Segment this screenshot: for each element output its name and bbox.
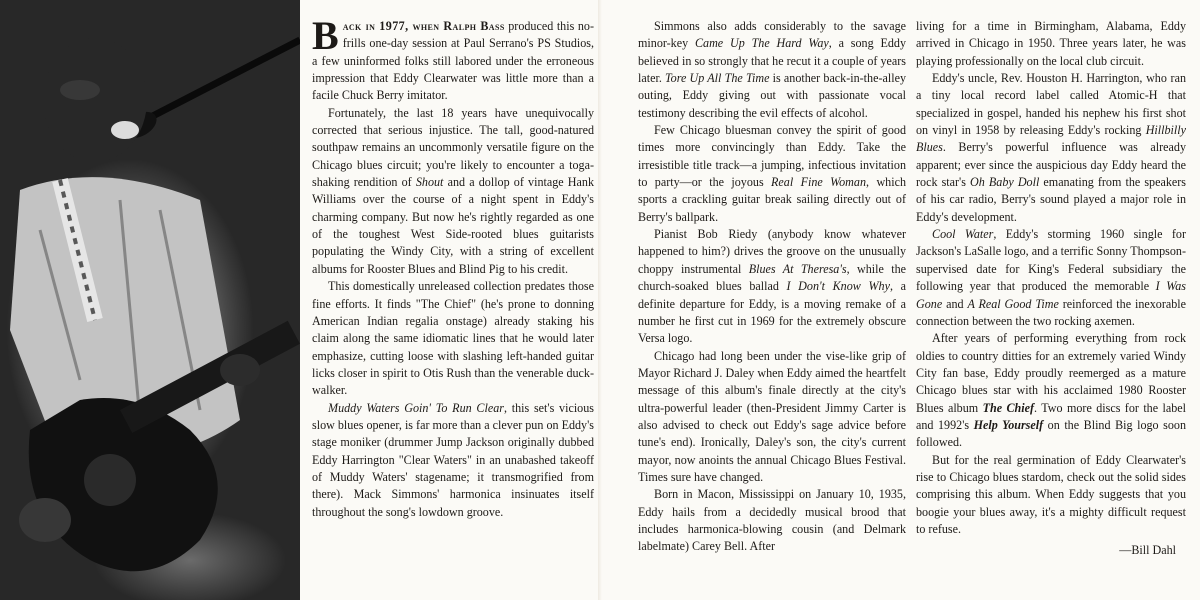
text-run: . Two more discs for the label and 1992's: [916, 400, 1186, 432]
text-run: emanating from the speakers of his car radio, Berry's sound played a major role in Eddy's development.: [916, 175, 1186, 224]
right-text-column-1: [638, 18, 906, 556]
text-run: reinforced the inexorable connection between the two rocking axemen.: [916, 296, 1187, 328]
song-title: Came Up The Hard Way: [694, 36, 829, 51]
album-title: Help Yourself: [973, 417, 1044, 432]
left-text-column: [312, 13, 594, 521]
performer-illustration: [0, 0, 300, 600]
lead-in: ack in 1977, when Ralph Bass: [342, 19, 505, 33]
text-run: and a dollop of vintage Hank Williams over the course of a night spent in Eddy's charming company. But now he's rightly regarded as one of the toughest West Side-rooted blues guitarists populating the Windy City, with a string of excellent albums for Rooster Blues and Blind Pig to his credit.: [312, 175, 594, 276]
paragraph: [312, 105, 594, 278]
paragraph: [916, 70, 1186, 226]
paragraph-continued: living for a time in Birmingham, Alabama, Eddy arrived in Chicago in 1950. Three years later, he was playing professionally on the local club circuit.: [916, 19, 1186, 68]
performer-photo: [0, 0, 300, 600]
album-title: The Chief: [982, 400, 1035, 415]
paragraph: But for the real germination of Eddy Clearwater's rise to Chicago blues stardom, check out the solid sides comprising this album. When Eddy suggests that you boogie your blues away, it's a mighty difficult request to refuse.: [916, 452, 1186, 536]
author-signature: —Bill Dahl: [1119, 543, 1176, 558]
text-run: on the Blind Big logo soon followed.: [916, 417, 1186, 450]
song-title: Blues At Theresa's: [748, 261, 847, 276]
song-title: Muddy Waters Goin' To Run Clear: [328, 400, 504, 415]
song-title: Shout: [415, 175, 444, 190]
paragraph: [916, 330, 1186, 451]
song-title: Real Fine Woman: [771, 175, 867, 190]
text-run: , this set's vicious slow blues opener, is far more than a clever pun on Eddy's stage moniker (drummer Jump Jackson originally dubbed Eddy Harrington "Clear Waters" in an unabashed takeoff of Muddy Waters' stagename; it transmogrified from there). Mack Simmons' harmonica insinuates itself throughout the song's lowdown groove.: [312, 400, 594, 519]
song-title: Oh Baby Doll: [970, 175, 1040, 190]
paragraph: [638, 226, 906, 347]
text-run: , which sports a crackling guitar break sailing directly out of Berry's ballpark.: [638, 175, 906, 224]
paragraph: [638, 122, 906, 226]
text-run: and: [942, 296, 968, 311]
song-title: Hillbilly Blues: [916, 123, 1186, 155]
paragraph: Born in Macon, Mississippi on January 10, 1935, Eddy hails from a decidedly musical brood that includes harmonica-blowing cousin (and Delmark labelmate) Carey Bell. After: [638, 487, 906, 554]
text-run: , Eddy's storming 1960 single for Jackson's LaSalle logo, and a terrific Sonny Thompson-supervised date for King's Federal subsidiary the following year that produced the memorable: [916, 227, 1186, 294]
text-run: Simmons also adds considerably to the savage minor-key: [638, 19, 906, 51]
song-title: A Real Good Time: [967, 296, 1059, 311]
text-run: , while the church-soaked blues ballad: [638, 261, 907, 294]
text-run: , a definite departure for Eddy, is a moving remake of a number he first cut in 1969 for the extremely obscure Versa logo.: [638, 279, 906, 346]
song-title: Cool Water: [932, 227, 994, 242]
page-gutter: [598, 0, 602, 600]
paragraph-intro: [312, 13, 594, 105]
drop-cap: B: [312, 13, 339, 58]
text-run: Eddy's uncle, Rev. Houston H. Harrington, who ran a tiny local record label called Atomic-H that specialized in gospel, handed his nephew his first shot on vinyl in 1958 by releasing Eddy's rocking: [916, 71, 1186, 138]
text-run: , a song Eddy believed in so strongly that he recut it a couple of years later.: [638, 36, 906, 86]
text-run: Fortunately, the last 18 years have unequivocally corrected that serious injustice. The tall, good-natured southpaw remains an uncommonly versatile figure on the Chicago blues circuit; you're likely to encounter a toga-shaking rendition of: [312, 105, 594, 190]
song-title: I Was Gone: [916, 279, 1186, 311]
paragraph: Chicago had long been under the vise-like grip of Mayor Richard J. Daley when Eddy aimed the heartfelt message of this album's finale directly at the city's ultra-powerful leader (then-President Jimmy Carter is also advised to check out Eddy's sage advice before tune's end). Ironically, Daley's son, the city's current mayor, now anoints the annual Chicago Blues Festival. Times sure have changed.: [638, 348, 906, 484]
text-run: After years of performing everything from rock oldies to country ditties for an extremely varied Windy City fan base, Eddy proudly reemerged as a mature Chicago blues star with his acclaimed 1980 Rooster Blues album: [916, 331, 1186, 415]
paragraph: [638, 18, 906, 122]
text-run: is another back-in-the-alley outing, Eddy giving out with passionate vocal testimony describing the evil effects of alcohol.: [638, 71, 906, 120]
text-run: produced this no-frills one-day session at Paul Serrano's PS Studios, a few uninformed folks still labored under the erroneous impression that Eddy Clearwater was little more than a facile Chuck Berry imitator.: [312, 19, 594, 103]
text-run: Few Chicago bluesman convey the spirit of good times more convincingly than Eddy. Take the irresistible title track—a jumping, infectious invitation to party—or the joyous: [638, 123, 906, 190]
paragraph: This domestically unreleased collection predates those fine efforts. It finds "The Chief" (he's prone to donning American Indian regalia onstage) already staking his claim along the same idiomatic lines that he would later emphasize, cutting loose with slashing left-handed guitar licks closer in spirit to Otis Rush than the venerable duck-walker.: [312, 279, 594, 398]
text-run: . Berry's powerful influence was already apparent; ever since the auspicious day Eddy heard the rock star's: [916, 140, 1186, 190]
paragraph: [312, 400, 594, 521]
paragraph: [916, 226, 1186, 330]
song-title: Tore Up All The Time: [665, 71, 770, 86]
right-text-column-2: [916, 18, 1186, 560]
text-run: Pianist Bob Riedy (anybody know whatever happened to him?) drives the groove on the unusually choppy instrumental: [638, 227, 906, 276]
song-title: I Don't Know Why: [786, 279, 890, 294]
